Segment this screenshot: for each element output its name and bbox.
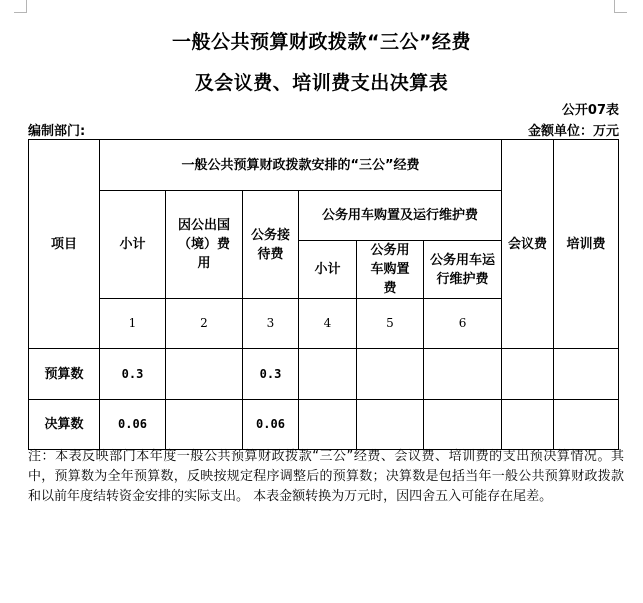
- table-row-budget: [29, 349, 619, 400]
- header-reception: 公务接待费: [243, 191, 299, 299]
- cell-value: [554, 400, 619, 450]
- row-label: 决算数: [29, 400, 100, 450]
- cell-value: [166, 400, 243, 450]
- page-corner-mark-right: [614, 0, 627, 13]
- column-number: 5: [357, 299, 424, 349]
- cell-value: 0.3: [243, 349, 299, 400]
- cell-value: [554, 349, 619, 400]
- header-subtotal: 小计: [100, 191, 166, 299]
- column-number: 4: [299, 299, 357, 349]
- expenditure-table: [28, 139, 619, 450]
- header-vehicle-subtotal: 小计: [299, 241, 357, 299]
- cell-value: [166, 349, 243, 400]
- cell-value: [424, 400, 502, 450]
- page-corner-mark-left: [14, 0, 27, 13]
- cell-value: 0.06: [243, 400, 299, 450]
- column-number: 1: [100, 299, 166, 349]
- cell-value: [502, 400, 554, 450]
- table-title-line2: 及会议费、培训费支出决算表: [194, 72, 449, 94]
- cell-value: 0.06: [100, 400, 166, 450]
- header-sangong-group: 一般公共预算财政拨款安排的“三公”经费: [100, 140, 502, 191]
- header-meeting: 会议费: [502, 140, 554, 349]
- row-label: 预算数: [29, 349, 100, 400]
- amount-unit-label: 金额单位：万元: [527, 124, 619, 139]
- column-number: 2: [166, 299, 243, 349]
- cell-value: [357, 349, 424, 400]
- table-row-final: [29, 400, 619, 450]
- header-vehicle-operation: 公务用车运行维护费: [424, 241, 502, 299]
- cell-value: [424, 349, 502, 400]
- cell-value: [357, 400, 424, 450]
- table-title-line1: 一般公共预算财政拨款“三公”经费: [172, 31, 471, 53]
- column-number: 3: [243, 299, 299, 349]
- header-item: 项目: [29, 140, 100, 349]
- cell-value: [502, 349, 554, 400]
- cell-value: [299, 400, 357, 450]
- header-vehicle-group: 公务用车购置及运行维护费: [299, 191, 502, 241]
- form-code: 公开07表: [561, 103, 619, 118]
- column-number: 6: [424, 299, 502, 349]
- department-label: 编制部门:: [28, 124, 86, 139]
- table-footnote: 注：本表反映部门本年度一般公共预算财政拨款“三公”经费、会议费、培训费的支出预决算情况。其中，预算数为全年预算数，反映按规定程序调整后的预算数；决算数是包括当年一般公共预算财政拨款和以前年度结转资金安排的实际支出。 本表金额转换为万元时，因四舍五入可能存在尾差。: [28, 449, 624, 504]
- cell-value: [299, 349, 357, 400]
- header-training: 培训费: [554, 140, 619, 349]
- cell-value: 0.3: [100, 349, 166, 400]
- header-abroad: 因公出国（境）费用: [166, 191, 243, 299]
- header-vehicle-purchase: 公务用车购置费: [357, 241, 424, 299]
